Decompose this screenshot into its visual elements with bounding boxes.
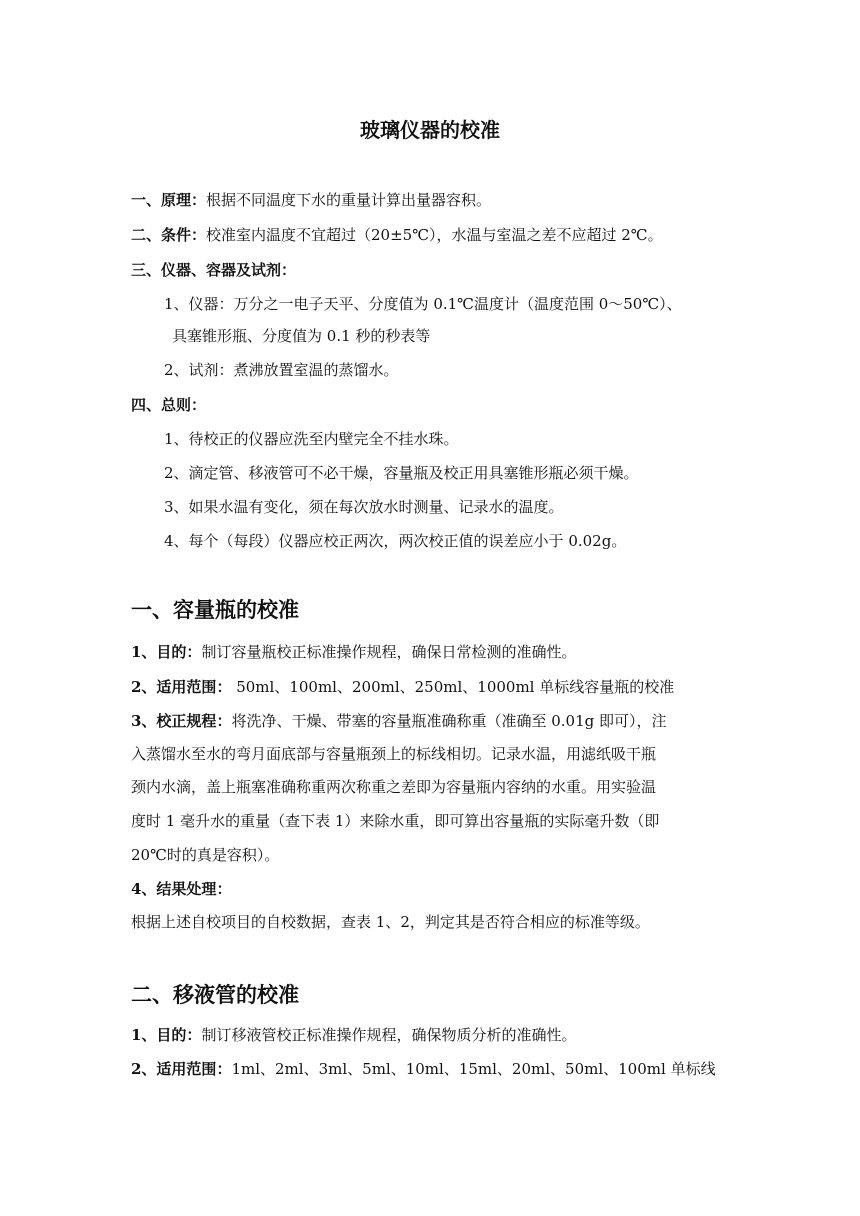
conditions-text: 校准室内温度不宜超过（20±5℃），水温与室温之差不应超过 2℃。 [206,226,663,244]
section1-purpose-label: 1、目的： [131,643,202,661]
general-item-3: 3、如果水温有变化，须在每次放水时测量、记录水的温度。 [164,498,564,516]
section2-scope-label: 2、适用范围： [131,1060,232,1078]
section1-procedure-3: 颈内水滴，盖上瓶塞准确称重两次称重之差即为容量瓶内容纳的水重。用实验温 [131,778,657,796]
section1-procedure-text-1: 将洗净、干燥、带塞的容量瓶准确称重（准确至 0.01g 即可），注 [231,712,667,730]
general-label: 四、总则： [131,396,207,414]
section1-scope-text: 50ml、100ml、200ml、250ml、1000ml 单标线容量瓶的校准 [231,678,675,696]
section2-purpose [131,1025,576,1045]
conditions-line [131,225,663,245]
section1-purpose [131,642,576,662]
general-item-4: 4、每个（每段）仪器应校正两次，两次校正值的误差应小于 0.02g。 [164,532,627,550]
instruments-item-1a: 1、仪器：万分之一电子天平、分度值为 0.1℃温度计（温度范围 0～50℃）、 [164,295,682,313]
section1-procedure-label: 3、校正规程： [131,712,232,730]
general-item-1: 1、待校正的仪器应洗至内壁完全不挂水珠。 [164,430,459,448]
section2-heading: 二、移液管的校准 [131,982,299,1007]
section1-procedure-4: 度时 1 毫升水的重量（查下表 1）来除水重，即可算出容量瓶的实际毫升数（即 [131,812,660,830]
instruments-item-2: 2、试剂：煮沸放置室温的蒸馏水。 [164,361,399,379]
section2-purpose-label: 1、目的： [131,1026,202,1044]
principle-text: 根据不同温度下水的重量计算出量器容积。 [206,191,492,209]
section2-purpose-text: 制订移液管校正标准操作规程，确保物质分析的准确性。 [201,1026,577,1044]
section1-scope-label: 2、适用范围： [131,678,232,696]
section1-procedure-2: 入蒸馏水至水的弯月面底部与容量瓶颈上的标线相切。记录水温，用滤纸吸干瓶 [131,745,657,763]
section1-result-label: 4、结果处理： [131,880,232,898]
section1-procedure-1 [131,711,667,731]
section1-scope [131,677,674,697]
section2-scope [131,1059,716,1079]
instruments-label: 三、仪器、容器及试剂： [131,261,297,279]
page-title: 玻璃仪器的校准 [360,118,500,142]
section1-purpose-text: 制订容量瓶校正标准操作规程，确保日常检测的准确性。 [201,643,577,661]
general-item-2: 2、滴定管、移液管可不必干燥，容量瓶及校正用具塞锥形瓶必须干燥。 [164,464,639,482]
section1-procedure-5: 20℃时的真是容积）。 [131,846,280,864]
principle-label: 一、原理： [131,191,207,209]
section1-heading: 一、容量瓶的校准 [131,597,299,622]
principle-line [131,190,491,210]
section1-result-text: 根据上述自校项目的自校数据，查表 1、2，判定其是否符合相应的标准等级。 [131,913,650,931]
conditions-label: 二、条件： [131,226,207,244]
section2-scope-text: 1ml、2ml、3ml、5ml、10ml、15ml、20ml、50ml、100ml 单标线 [231,1060,716,1078]
instruments-item-1b: 具塞锥形瓶、分度值为 0.1 秒的秒表等 [172,327,431,345]
